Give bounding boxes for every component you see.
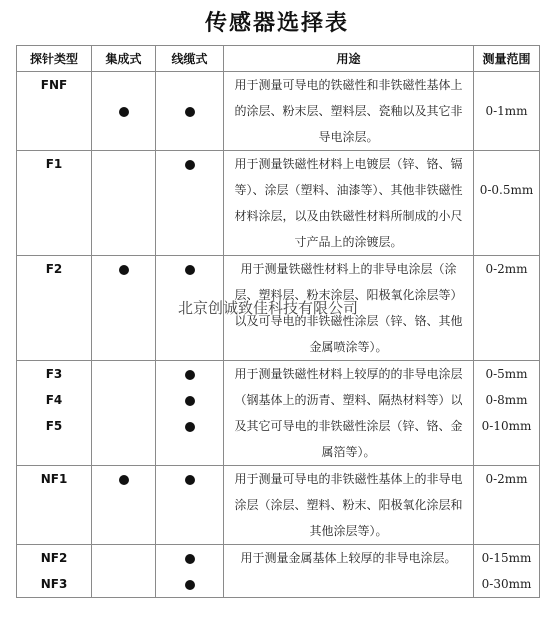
probe-type-label: FNF (40, 78, 68, 92)
header-cable: 线缆式 (156, 46, 224, 72)
use-cell (224, 151, 474, 256)
range-value: 0-2mm (485, 472, 528, 486)
use-description: 用于测量铁磁性材料上的非导电涂层（涂层、塑料层、粉末涂层、阳极氧化涂层等）以及可导电的非铁磁性涂层（锌、铬、其他金属喷涂等）。 (234, 262, 463, 354)
cable-cell (156, 151, 224, 256)
header-range: 测量范围 (474, 46, 540, 72)
range-cell (474, 72, 540, 151)
probe-cell (17, 361, 92, 466)
range-value: 0-2mm (485, 262, 528, 276)
dot-slot (156, 361, 223, 387)
dot-slot (92, 466, 155, 492)
range-value (474, 72, 539, 98)
header-probe-type: 探针类型 (17, 46, 92, 72)
filled-dot-icon (119, 475, 129, 485)
filled-dot-icon (185, 580, 195, 590)
filled-dot-icon (185, 396, 195, 406)
table-row (17, 545, 540, 598)
filled-dot-icon (185, 475, 195, 485)
range-value: 0-0.5mm (479, 183, 534, 197)
use-description: 用于测量铁磁性材料上电镀层（锌、铬、镉等）、涂层（塑料、油漆等）、其他非铁磁性材料涂层，以及由铁磁性材料所制成的小尺寸产品上的涂镀层。 (234, 157, 463, 249)
use-description: 用于测量铁磁性材料上较厚的的非导电涂层（钢基体上的沥青、塑料、隔热材料等）以及其它可导电的非铁磁性涂层（锌、铬、金属箔等）。 (234, 367, 463, 459)
watermark-text: 北京创诚致佳科技有限公司 (178, 299, 359, 317)
dot-slot (156, 545, 223, 571)
range-value: 0-15mm (481, 551, 532, 565)
filled-dot-icon (119, 265, 129, 275)
integrated-cell (92, 151, 156, 256)
cable-cell (156, 545, 224, 598)
probe-type-label: F1 (45, 157, 63, 171)
header-use: 用途 (224, 46, 474, 72)
cable-cell (156, 466, 224, 545)
dot-slot (156, 466, 223, 492)
header-integrated: 集成式 (92, 46, 156, 72)
table-row (17, 151, 540, 256)
use-description: 用于测量金属基体上较厚的非导电涂层。 (240, 551, 457, 565)
integrated-cell (92, 72, 156, 151)
filled-dot-icon (185, 160, 195, 170)
range-value: 0-1mm (485, 104, 528, 118)
range-cell (474, 545, 540, 598)
integrated-cell (92, 545, 156, 598)
table-row (17, 361, 540, 466)
probe-type-label: NF3 (40, 577, 68, 591)
dot-slot (156, 151, 223, 177)
cable-cell (156, 72, 224, 151)
range-value: 0-5mm (485, 367, 528, 381)
filled-dot-icon (185, 265, 195, 275)
dot-slot (92, 98, 155, 124)
use-description: 用于测量可导电的铁磁性和非铁磁性基体上的涂层、粉末层、塑料层、瓷釉以及其它非导电涂层。 (234, 78, 463, 144)
integrated-cell (92, 256, 156, 361)
probe-type-label: NF2 (40, 551, 68, 565)
filled-dot-icon (185, 422, 195, 432)
probe-cell (17, 151, 92, 256)
dot-slot (156, 387, 223, 413)
dot-slot (156, 413, 223, 439)
use-cell (224, 361, 474, 466)
probe-cell (17, 466, 92, 545)
integrated-cell (92, 466, 156, 545)
dot-slot (92, 72, 155, 98)
cable-cell (156, 361, 224, 466)
integrated-cell (92, 361, 156, 466)
probe-type-label: F5 (45, 419, 63, 433)
range-value: 0-30mm (481, 577, 532, 591)
filled-dot-icon (185, 370, 195, 380)
range-cell (474, 361, 540, 466)
use-cell (224, 545, 474, 598)
dot-slot (156, 571, 223, 597)
probe-type-label: F3 (45, 367, 63, 381)
range-value: 0-10mm (481, 419, 532, 433)
table-row (17, 72, 540, 151)
range-cell (474, 151, 540, 256)
filled-dot-icon (119, 107, 129, 117)
probe-cell (17, 545, 92, 598)
use-description: 用于测量可导电的非铁磁性基体上的非导电涂层（涂层、塑料、粉末、阳极氧化涂层和其他涂层等）。 (234, 472, 463, 538)
use-cell (224, 466, 474, 545)
cable-cell (156, 256, 224, 361)
dot-slot (156, 72, 223, 98)
filled-dot-icon (185, 554, 195, 564)
probe-cell (17, 256, 92, 361)
range-cell (474, 466, 540, 545)
dot-slot (156, 256, 223, 282)
probe-type-label: F4 (45, 393, 63, 407)
use-cell (224, 72, 474, 151)
range-value (474, 151, 539, 177)
dot-slot (156, 98, 223, 124)
sensor-selection-table (16, 45, 540, 598)
use-cell (224, 256, 474, 361)
probe-type-label: NF1 (40, 472, 68, 486)
table-header-row (17, 46, 540, 72)
table-row (17, 466, 540, 545)
filled-dot-icon (185, 107, 195, 117)
page-title: 传感器选择表 (204, 11, 349, 36)
range-cell (474, 256, 540, 361)
probe-type-label: F2 (45, 262, 63, 276)
dot-slot (92, 256, 155, 282)
probe-cell (17, 72, 92, 151)
range-value: 0-8mm (485, 393, 528, 407)
table-row (17, 256, 540, 361)
